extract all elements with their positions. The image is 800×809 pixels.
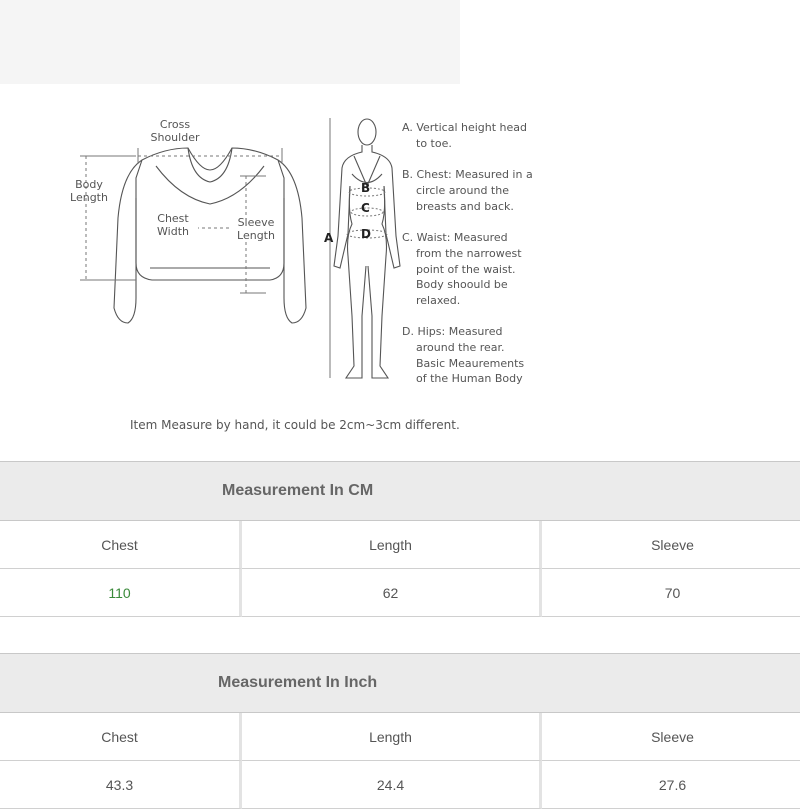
table-cm-title-text: Measurement In CM [222, 482, 374, 499]
table-row [0, 569, 800, 617]
table-header-row [0, 521, 800, 569]
table-measurement-inch [0, 653, 800, 809]
cross-shoulder-label: Cross Shoulder [150, 118, 200, 144]
note-b-line-1: B. Chest: Measured in a [402, 168, 533, 181]
note-a-line-2: to toe. [416, 136, 452, 150]
note-c-line-5: relaxed. [416, 294, 461, 308]
measurement-caption: Item Measure by hand, it could be 2cm~3cm different. [130, 418, 460, 432]
note-a-line-1: A. Vertical height head [402, 121, 528, 134]
note-d-line-2: around the rear. [416, 340, 505, 354]
header-sleeve: Sleeve [542, 713, 800, 761]
note-c-line-1: C. Waist: Measured [402, 231, 508, 244]
header-length: Length [242, 521, 542, 569]
human-figure-illustration [322, 116, 412, 386]
body-letter-a: A [324, 231, 334, 245]
chest-width-label: Chest Width [148, 212, 198, 238]
table-measurement-cm [0, 461, 800, 617]
header-sleeve: Sleeve [542, 521, 800, 569]
header-length: Length [242, 713, 542, 761]
note-d-line-4: of the Human Body [416, 372, 523, 386]
note-b-line-2: circle around the [416, 183, 509, 197]
body-length-label: Body Length [70, 178, 108, 204]
value-length: 62 [242, 569, 542, 617]
note-a [402, 120, 527, 152]
note-b-line-3: breasts and back. [416, 199, 514, 213]
note-c-line-3: point of the waist. [416, 262, 516, 276]
note-c [402, 230, 522, 309]
value-sleeve: 27.6 [542, 761, 800, 809]
value-chest: 43.3 [0, 761, 242, 809]
note-d-line-1: D. Hips: Measured [402, 325, 503, 338]
body-letter-b: B [361, 181, 371, 195]
body-letter-c: C [361, 201, 370, 215]
sweater-illustration [70, 118, 350, 338]
top-banner-area [0, 0, 460, 84]
sleeve-length-label: Sleeve Length [232, 216, 280, 242]
note-c-line-2: from the narrowest [416, 246, 522, 260]
table-inch-title-text: Measurement In Inch [218, 674, 378, 691]
note-d [402, 324, 524, 387]
table-inch-title [0, 653, 800, 713]
note-c-line-4: Body shoould be [416, 278, 508, 292]
body-letter-d: D [361, 227, 371, 241]
value-chest: 110 [0, 569, 242, 617]
table-header-row [0, 713, 800, 761]
value-length: 24.4 [242, 761, 542, 809]
header-chest: Chest [0, 521, 242, 569]
table-title-row [0, 461, 800, 521]
header-chest: Chest [0, 713, 242, 761]
table-row [0, 761, 800, 809]
table-cm-title [0, 461, 800, 521]
table-title-row [0, 653, 800, 713]
note-d-line-3: Basic Meaurements [416, 356, 525, 370]
size-diagram [0, 88, 800, 438]
value-sleeve: 70 [542, 569, 800, 617]
note-b [402, 167, 533, 214]
